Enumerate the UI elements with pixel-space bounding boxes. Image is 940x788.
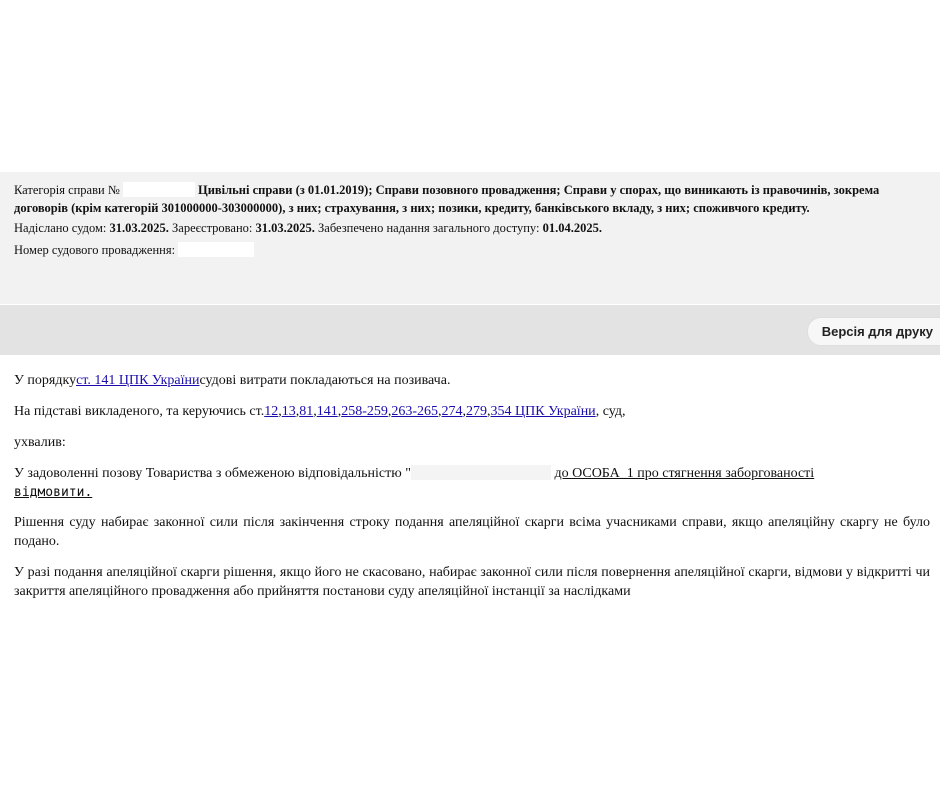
- text-fragment: У задоволенні позову Товариства з обмеженою відповідальністю: [14, 466, 402, 481]
- text-fragment: На підставі викладеного, та керуючись ст.: [14, 404, 265, 419]
- law-link[interactable]: 141: [316, 404, 338, 419]
- redacted-company-start: ": [405, 466, 411, 481]
- law-link[interactable]: 12: [264, 404, 279, 419]
- law-link-art-141[interactable]: ст. 141 ЦПК України: [76, 373, 200, 388]
- document-toolbar: [0, 305, 940, 355]
- redacted-proceeding-number: [178, 242, 254, 257]
- law-link[interactable]: 274: [441, 404, 463, 419]
- text-fragment: відмовити.: [14, 485, 93, 500]
- law-link[interactable]: 279: [466, 404, 488, 419]
- sent-date: 31.03.2025.: [109, 221, 169, 235]
- law-link[interactable]: 263-265: [391, 404, 439, 419]
- access-date: 01.04.2025.: [542, 221, 602, 235]
- case-category-text: Цивільні справи (з 01.01.2019); Справи позовного провадження; Справи у спорах, що виникають із правочинів, зокрема договорів (крім категорій 301000000-303000000), з них; страхування, з них; позики, кредиту, банківського вкладу, з них; споживчого кредиту.: [14, 183, 880, 215]
- decision-text: [0, 355, 940, 612]
- case-meta-panel: [0, 172, 940, 304]
- registered-date: 31.03.2025.: [255, 221, 315, 235]
- text-fragment: , суд,: [595, 404, 626, 419]
- redacted-case-number: [123, 182, 195, 197]
- registered-label: Зареєстровано:: [172, 221, 253, 235]
- law-link[interactable]: 13: [281, 404, 296, 419]
- print-version-button[interactable]: Версія для друку: [807, 317, 940, 346]
- sent-label: Надіслано судом:: [14, 221, 107, 235]
- text-fragment: судові витрати покладаються на позивача.: [199, 373, 451, 388]
- paragraph-resolution: [14, 464, 930, 502]
- paragraph-grounds: На підставі викладеного, та керуючись ст.12,13,81,141,258-259,263-265,274,279,354 ЦПК України, суд,: [14, 404, 626, 419]
- case-proceeding-number: [14, 241, 930, 259]
- law-link[interactable]: 81: [299, 404, 314, 419]
- case-category-label: Категорія справи №: [14, 183, 120, 197]
- paragraph-appeal: У разі подання апеляційної скарги рішення, якщо його не скасовано, набирає законної сили після повернення апеляційної скарги, відмови у відкритті чи закриття апеляційного провадження або прийняття постанови суду апеляційної інстанції за наслідками: [14, 565, 930, 599]
- law-link[interactable]: 258-259: [341, 404, 388, 419]
- paragraph-ruled: ухвалив:: [14, 435, 66, 450]
- access-label: Забезпечено надання загального доступу:: [318, 221, 540, 235]
- case-dates: [14, 219, 930, 237]
- text-fragment: до ОСОБА_1 про стягнення заборгованості: [554, 466, 815, 481]
- paragraph-effect: Рішення суду набирає законної сили після закінчення строку подання апеляційної скарги всіма учасниками справи, якщо апеляційну скаргу не було подано.: [14, 515, 930, 549]
- law-link[interactable]: 354 ЦПК України: [490, 404, 596, 419]
- paragraph-costs: [14, 371, 930, 390]
- case-number-label: Номер судового провадження:: [14, 243, 176, 257]
- case-category: [14, 181, 930, 217]
- text-fragment: У порядку: [14, 373, 77, 388]
- redacted-company-name: [411, 465, 551, 480]
